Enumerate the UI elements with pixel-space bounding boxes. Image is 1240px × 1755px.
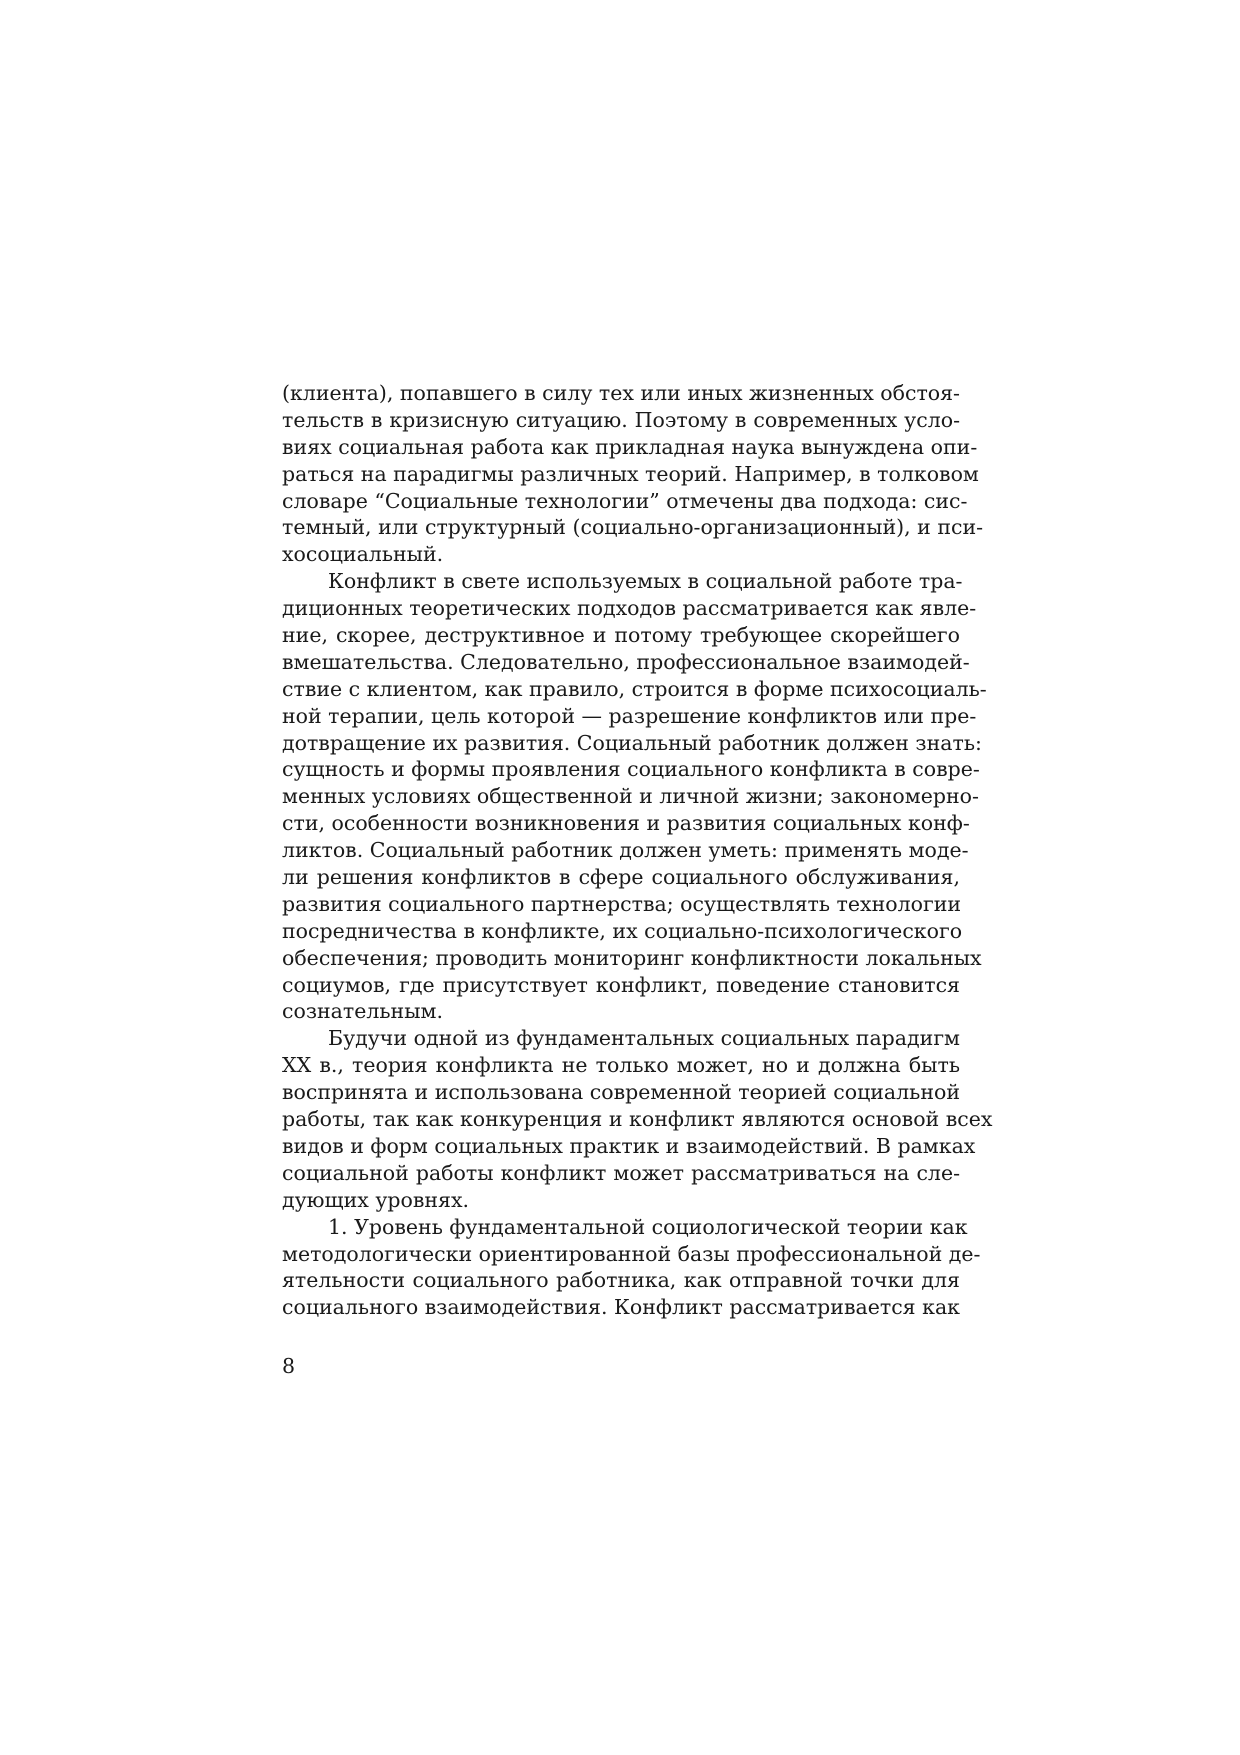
paragraph-3 (282, 1025, 993, 1213)
text-line: дующих уровнях. (282, 1187, 470, 1212)
text-line: ятельности социального работника, как отправной точки для (282, 1268, 960, 1293)
text-line: тельств в кризисную ситуацию. Поэтому в современных усло- (282, 407, 960, 432)
text-line: ние, скорее, деструктивное и потому требующее скорейшего (282, 623, 960, 648)
text-line: ствие с клиентом, как правило, строится в форме психосоциаль- (282, 676, 987, 701)
page-number: 8 (282, 1354, 296, 1378)
text-line: словаре “Социальные технологии” отмечены два подхода: сис- (282, 488, 968, 513)
text-line: дотвращение их развития. Социальный работник должен знать: (282, 730, 982, 755)
text-line: ликтов. Социальный работник должен уметь: применять моде- (282, 838, 969, 863)
text-line: развития социального партнерства; осуществлять технологии (282, 891, 962, 916)
text-line: социального взаимодействия. Конфликт рассматривается как (282, 1295, 960, 1320)
text-line: вмешательства. Следовательно, профессиональное взаимодей- (282, 649, 970, 674)
text-line: Конфликт в свете используемых в социальной работе тра- (328, 569, 963, 594)
text-line: сти, особенности возникновения и развития социальных конф- (282, 811, 970, 836)
paragraph-2 (282, 568, 987, 1025)
text-line: сознательным. (282, 999, 443, 1024)
text-line: менных условиях общественной и личной жизни; закономерно- (282, 784, 979, 809)
paragraph-4 (282, 1214, 981, 1322)
text-line: сущность и формы проявления социального конфликта в совре- (282, 757, 980, 782)
text-line: обеспечения; проводить мониторинг конфликтности локальных (282, 945, 982, 970)
text-line: виях социальная работа как прикладная наука вынуждена опи- (282, 434, 978, 459)
page-body (282, 380, 993, 1321)
text-line: Будучи одной из фундаментальных социальных парадигм (328, 1026, 960, 1051)
text-line: воспринята и использована современной теорией социальной (282, 1080, 960, 1105)
text-line: хосоциальный. (282, 542, 444, 567)
text-line: 1. Уровень фундаментальной социологической теории как (328, 1214, 968, 1239)
text-line: социальной работы конфликт может рассматриваться на сле- (282, 1160, 960, 1185)
text-line: методологически ориентированной базы профессиональной де- (282, 1241, 981, 1266)
text-line: работы, так как конкуренция и конфликт являются основой всех (282, 1107, 993, 1132)
text-line: ной терапии, цель которой — разрешение конфликтов или пре- (282, 703, 977, 728)
text-line: (клиента), попавшего в силу тех или иных жизненных обстоя- (282, 381, 960, 405)
text-line: социумов, где присутствует конфликт, поведение становится (282, 972, 960, 997)
text-line: ли решения конфликтов в сфере социального обслуживания, (282, 865, 960, 890)
paragraph-1 (282, 380, 984, 568)
text-line: диционных теоретических подходов рассматривается как явле- (282, 596, 977, 621)
text-line: раться на парадигмы различных теорий. Например, в толковом (282, 461, 979, 486)
text-line: видов и форм социальных практик и взаимодействий. В рамках (282, 1133, 976, 1158)
text-line: темный, или структурный (социально-организационный), и пси- (282, 515, 984, 540)
text-line: XX в., теория конфликта не только может, но и должна быть (282, 1053, 960, 1078)
text-line: посредничества в конфликте, их социально-психологического (282, 918, 963, 943)
